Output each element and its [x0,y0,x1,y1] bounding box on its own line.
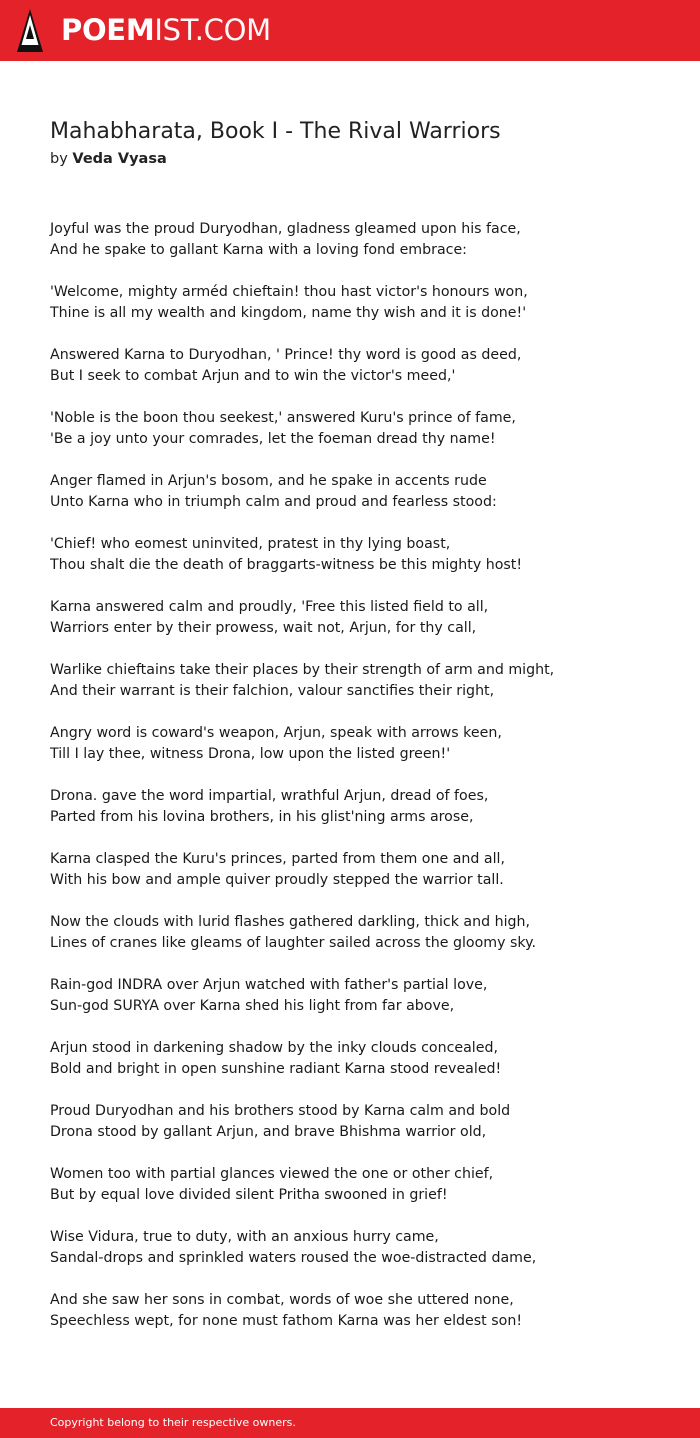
poem-line: 'Noble is the boon thou seekest,' answered Kuru's prince of fame, [50,410,516,426]
poem-line: With his bow and ample quiver proudly stepped the warrior tall. [50,872,504,888]
stanza [50,660,670,702]
stanza [50,282,670,324]
poem-line: And she saw her sons in combat, words of woe she uttered none, [50,1292,514,1308]
poem-line: Proud Duryodhan and his brothers stood by Karna calm and bold [50,1103,511,1119]
stanza [50,219,670,261]
stanza [50,1101,670,1143]
stanza [50,723,670,765]
poem-line: But I seek to combat Arjun and to win the victor's meed,' [50,368,456,384]
stanza [50,1038,670,1080]
poem-line: Sun-god SURYA over Karna shed his light from far above, [50,998,455,1014]
poem-line: Warlike chieftains take their places by their strength of arm and might, [50,662,555,678]
poem-line: Anger flamed in Arjun's bosom, and he spake in accents rude [50,473,487,489]
quill-pen-icon[interactable] [17,9,43,52]
poem-line: Till I lay thee, witness Drona, low upon the listed green!' [50,746,451,762]
poem-line: Unto Karna who in triumph calm and proud and fearless stood: [50,494,497,510]
poem-line: Sandal-drops and sprinkled waters roused the woe-distracted dame, [50,1250,537,1266]
stanza [50,975,670,1017]
site-header [0,0,700,61]
poem-line: Arjun stood in darkening shadow by the inky clouds concealed, [50,1040,498,1056]
poem-title: Mahabharata, Book I - The Rival Warriors [50,119,501,144]
stanza [50,1227,670,1269]
stanza [50,345,670,387]
stanza [50,534,670,576]
copyright-notice: Copyright belong to their respective owners. [50,1416,296,1429]
by-label: by [50,151,68,167]
poem-line: Drona stood by gallant Arjun, and brave Bhishma warrior old, [50,1124,487,1140]
stanza [50,471,670,513]
poem-line: Speechless wept, for none must fathom Karna was her eldest son! [50,1313,523,1329]
stanza [50,1290,670,1332]
poem-body [50,219,670,1353]
poem-line: Thou shalt die the death of braggarts-witness be this mighty host! [50,557,523,573]
byline [50,149,167,169]
site-logo[interactable] [61,13,271,47]
logo-light-text: IST.COM [154,13,271,47]
poem-line: Answered Karna to Duryodhan, ' Prince! thy word is good as deed, [50,347,522,363]
poem-line: But by equal love divided silent Pritha swooned in grief! [50,1187,448,1203]
poem-line: Angry word is coward's weapon, Arjun, speak with arrows keen, [50,725,502,741]
poem-line: Bold and bright in open sunshine radiant Karna stood revealed! [50,1061,502,1077]
poem-line: Karna answered calm and proudly, 'Free this listed field to all, [50,599,489,615]
poem-line: Now the clouds with lurid flashes gathered darkling, thick and high, [50,914,531,930]
author-name: Veda Vyasa [72,151,167,167]
poem-line: Rain-god INDRA over Arjun watched with father's partial love, [50,977,488,993]
poem-line: 'Chief! who eomest uninvited, pratest in thy lying boast, [50,536,451,552]
poem-line: Warriors enter by their prowess, wait not, Arjun, for thy call, [50,620,477,636]
poem-line: And their warrant is their falchion, valour sanctifies their right, [50,683,495,699]
stanza [50,849,670,891]
poem-line: 'Welcome, mighty arméd chieftain! thou hast victor's honours won, [50,284,528,300]
stanza [50,786,670,828]
poem-line: Lines of cranes like gleams of laughter sailed across the gloomy sky. [50,935,536,951]
poem-line: Drona. gave the word impartial, wrathful Arjun, dread of foes, [50,788,489,804]
stanza [50,597,670,639]
site-footer [0,1408,700,1438]
poem-line: And he spake to gallant Karna with a loving fond embrace: [50,242,467,258]
logo-bold-text: POEM [61,13,155,47]
stanza [50,408,670,450]
poem-line: Wise Vidura, true to duty, with an anxious hurry came, [50,1229,439,1245]
poem-line: 'Be a joy unto your comrades, let the foeman dread thy name! [50,431,496,447]
poem-line: Joyful was the proud Duryodhan, gladness gleamed upon his face, [50,221,521,237]
poem-line: Karna clasped the Kuru's princes, parted from them one and all, [50,851,506,867]
poem-line: Parted from his lovina brothers, in his glist'ning arms arose, [50,809,474,825]
poem-line: Thine is all my wealth and kingdom, name thy wish and it is done!' [50,305,527,321]
poem-line: Women too with partial glances viewed the one or other chief, [50,1166,494,1182]
stanza [50,912,670,954]
stanza [50,1164,670,1206]
